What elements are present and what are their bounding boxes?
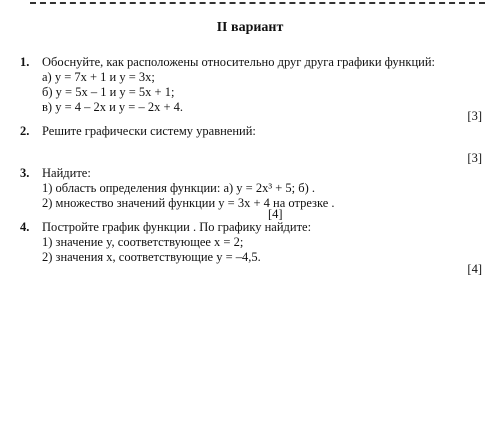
- task-4: [20, 220, 482, 265]
- task-1: [20, 55, 482, 115]
- top-dashed-rule: [30, 2, 485, 4]
- task-item: в) y = 4 – 2x и y = – 2x + 4.: [42, 100, 184, 114]
- task-item: 1) область определения функции: а) y = 2x³ + 5; б) .: [42, 181, 315, 195]
- variant-title: II вариант: [216, 20, 284, 35]
- task-3: [20, 166, 482, 211]
- task-text: Решите графически систему уравнений:: [42, 124, 256, 138]
- task-1-score: [3]: [467, 109, 482, 123]
- task-number: 3.: [20, 166, 30, 180]
- task-2: [20, 124, 482, 139]
- task-item: 2) значения x, соответствующие y = –4,5.: [42, 250, 261, 264]
- task-item: 1) значение y, соответствующее x = 2;: [42, 235, 244, 249]
- task-4-score: [4]: [467, 262, 482, 276]
- task-3-score: [4]: [268, 207, 283, 221]
- task-number: 4.: [20, 220, 30, 234]
- task-text: Найдите:: [42, 166, 91, 180]
- task-item: б) y = 5x – 1 и y = 5x + 1;: [42, 85, 175, 99]
- task-number: 1.: [20, 55, 30, 69]
- task-item: а) y = 7x + 1 и y = 3x;: [42, 70, 155, 84]
- task-text: Обоснуйте, как расположены относительно друг друга графики функций:: [42, 55, 435, 69]
- task-2-score: [3]: [467, 151, 482, 165]
- task-text: Постройте график функции . По графику найдите:: [42, 220, 312, 234]
- task-number: 2.: [20, 124, 30, 138]
- task-item: 2) множество значений функции y = 3x + 4 на отрезке .: [42, 196, 335, 210]
